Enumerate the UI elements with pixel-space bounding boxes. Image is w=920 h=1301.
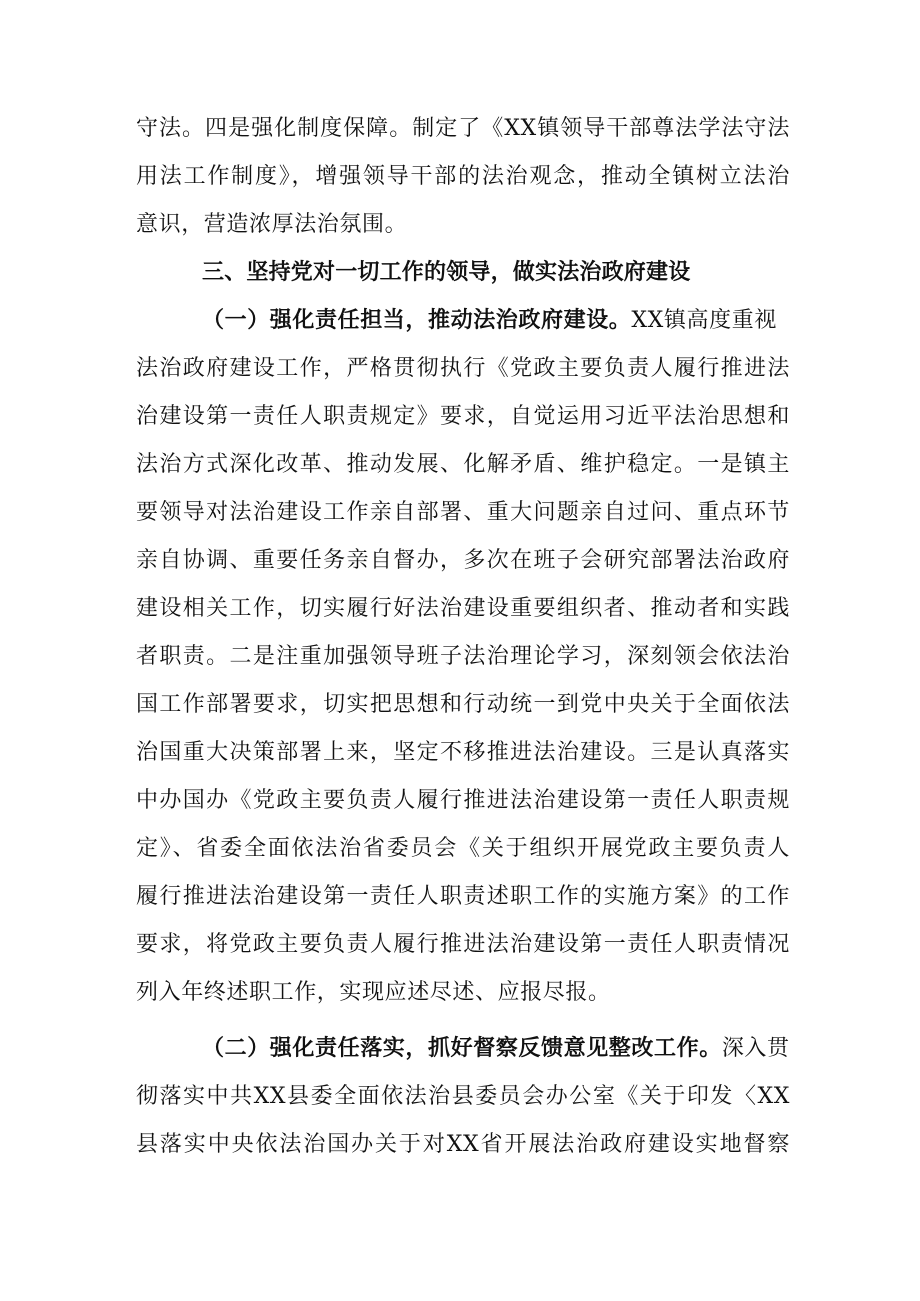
- paragraph-line: 守法。四是强化制度保障。制定了《XX镇领导干部尊法学法守法: [136, 116, 790, 141]
- paragraph-line: 治建设第一责任人职责规定》要求，自觉运用习近平法治思想和: [136, 404, 790, 429]
- paragraph-line: 定》、省委全面依法治省委员会《关于组织开展党政主要负责人: [136, 836, 790, 861]
- subsection-first-line: [202, 304, 790, 338]
- subsection-first-line: [202, 1032, 790, 1066]
- paragraph-line: 中办国办《党政主要负责人履行推进法治建设第一责任人职责规: [136, 788, 790, 813]
- paragraph-line: 法治政府建设工作，严格贯彻执行《党政主要负责人履行推进法: [136, 356, 790, 381]
- subsection-title: （一）强化责任担当，推动法治政府建设。: [202, 308, 632, 333]
- paragraph-line: 治国重大决策部署上来，坚定不移推进法治建设。三是认真落实: [136, 740, 790, 765]
- paragraph-line: 者职责。二是注重加强领导班子法治理论学习，深刻领会依法治: [136, 644, 790, 669]
- paragraph-line: 法治方式深化改革、推动发展、化解矛盾、维护稳定。一是镇主: [136, 452, 790, 477]
- paragraph-line: 履行推进法治建设第一责任人职责述职工作的实施方案》的工作: [136, 884, 790, 909]
- subsection-text: XX镇高度重视: [631, 308, 777, 333]
- paragraph-line: 彻落实中共XX县委全面依法治县委员会办公室《关于印发〈XX: [136, 1084, 790, 1109]
- paragraph-line: 要求，将党政主要负责人履行推进法治建设第一责任人职责情况: [136, 932, 790, 957]
- paragraph-line: 用法工作制度》，增强领导干部的法治观念，推动全镇树立法治: [136, 164, 790, 189]
- paragraph-line: 亲自协调、重要任务亲自督办，多次在班子会研究部署法治政府: [136, 548, 790, 573]
- paragraph-line: 意识，营造浓厚法治氛围。: [136, 212, 408, 237]
- subsection-text: 深入贯: [721, 1036, 790, 1061]
- subsection-title: （二）强化责任落实，抓好督察反馈意见整改工作。: [202, 1036, 722, 1061]
- section-heading: 三、坚持党对一切工作的领导，做实法治政府建设: [202, 260, 691, 285]
- paragraph-line: 建设相关工作，切实履行好法治建设重要组织者、推动者和实践: [136, 596, 790, 621]
- paragraph-line: 列入年终述职工作，实现应述尽述、应报尽报。: [136, 980, 611, 1005]
- paragraph-line: 县落实中央依法治国办关于对XX省开展法治政府建设实地督察: [136, 1132, 790, 1157]
- paragraph-line: 要领导对法治建设工作亲自部署、重大问题亲自过问、重点环节: [136, 500, 790, 525]
- paragraph-line: 国工作部署要求，切实把思想和行动统一到党中央关于全面依法: [136, 692, 790, 717]
